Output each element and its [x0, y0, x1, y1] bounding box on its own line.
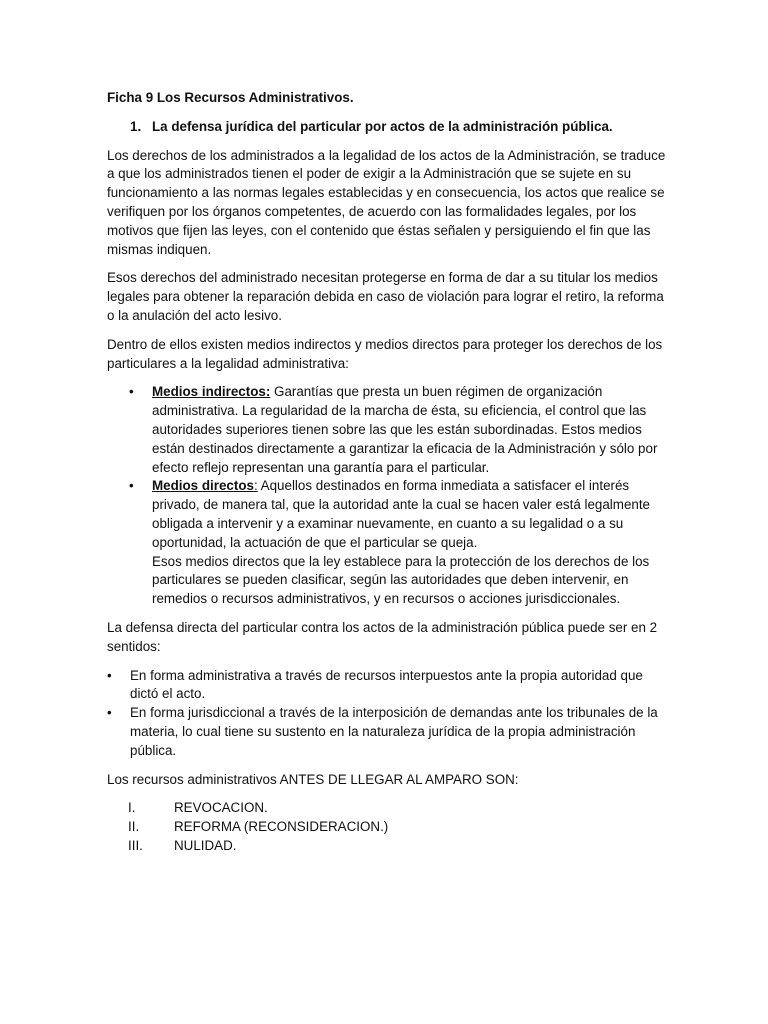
bullet-icon: • — [107, 667, 112, 683]
list-item-body — [152, 383, 668, 477]
list-item-text: En forma administrativa a través de recursos interpuestos ante la propia autoridad que dictó el acto. — [130, 667, 643, 702]
list-item-text: En forma jurisdiccional a través de la interposición de demandas ante los tribunales de la materia, lo cual tiene su sustento en la naturaleza jurídica de la propia administración pública. — [130, 705, 658, 758]
list-item-body — [152, 477, 668, 609]
term-colon: : — [253, 478, 258, 494]
medios-list — [107, 383, 668, 609]
paragraph-defensa: La defensa directa del particular contra los actos de la administración pública puede ser en 2 sentidos: — [107, 619, 658, 654]
paragraph-proteccion: Esos derechos del administrado necesitan protegerse en forma de dar a su titular los medios legales para obtener la reparación debida en caso de violación para lograr el retiro, la reforma o la anulación del acto lesivo. — [107, 270, 664, 323]
document-title: Ficha 9 Los Recursos Administrativos. — [107, 90, 354, 105]
paragraph-recursos: Los recursos administrativos ANTES DE LLEGAR AL AMPARO SON: — [107, 771, 519, 787]
medios-indirectos-text: Garantías que presta un buen régimen de organización administrativa. La regularidad de la marcha de ésta, su eficiencia, el control que las autoridades superiores tienen sobre las que les están subordinadas. Estos medios están destinados directamente a garantizar la eficacia de la Administración y sólo por efecto reflejo representan una garantía para el particular. — [152, 384, 658, 475]
list-item-nulidad — [107, 837, 668, 856]
section-heading — [107, 118, 668, 137]
list-item-medios-directos — [107, 477, 668, 609]
list-number: I. — [128, 800, 136, 816]
list-item-text: NULIDAD. — [174, 837, 237, 853]
list-item-sentido-administrativo — [107, 667, 668, 705]
section-heading-text: La defensa jurídica del particular por actos de la administración pública. — [152, 118, 613, 134]
medios-directos-text: Aquellos destinados en forma inmediata a satisfacer el interés privado, de manera tal, que la autoridad ante la cual se hacen valer está legalmente obligada a intervenir y a examinar nuevamente, en cuanto a su legalidad o a su oportunidad, la actuación de que el particular se queja. — [152, 478, 651, 550]
paragraph-derechos: Los derechos de los administrados a la legalidad de los actos de la Administración, se traduce a que los administrados tienen el poder de exigir a la Administración que se sujete en su funcionamiento a las normas legales establecidas y en consecuencia, los actos que realice se verifiquen por los órganos competentes, de acuerdo con las formalidades legales, por los motivos que fijen las leyes, con el contenido que éstas señalen y persiguiendo el fin que las mismas indiquen. — [107, 147, 666, 257]
bullet-icon: • — [129, 478, 134, 494]
list-item-sentido-jurisdiccional — [107, 704, 668, 760]
bullet-icon: • — [129, 384, 134, 400]
list-number: III. — [128, 837, 143, 853]
section-number: 1. — [130, 118, 142, 134]
list-item-revocacion — [107, 799, 668, 818]
list-item-medios-indirectos — [107, 383, 668, 477]
term-medios-directos: Medios directos — [152, 478, 254, 494]
paragraph-medios-intro: Dentro de ellos existen medios indirectos y medios directos para proteger los derechos de los particulares a la legalidad administrativa: — [107, 336, 663, 371]
list-item-text: REFORMA (RECONSIDERACION.) — [174, 819, 389, 835]
list-item-reforma — [107, 818, 668, 837]
term-medios-indirectos: Medios indirectos: — [152, 384, 271, 400]
list-item-text: REVOCACION. — [174, 800, 268, 816]
sentidos-list — [107, 667, 668, 761]
recursos-list — [107, 799, 668, 855]
list-number: II. — [128, 819, 140, 835]
bullet-icon: • — [107, 705, 112, 721]
medios-directos-extra: Esos medios directos que la ley establece para la protección de los derechos de los particulares se pueden clasificar, según las autoridades que deben intervenir, en remedios o recursos administrativos, y en recursos o acciones jurisdiccionales. — [152, 553, 650, 607]
